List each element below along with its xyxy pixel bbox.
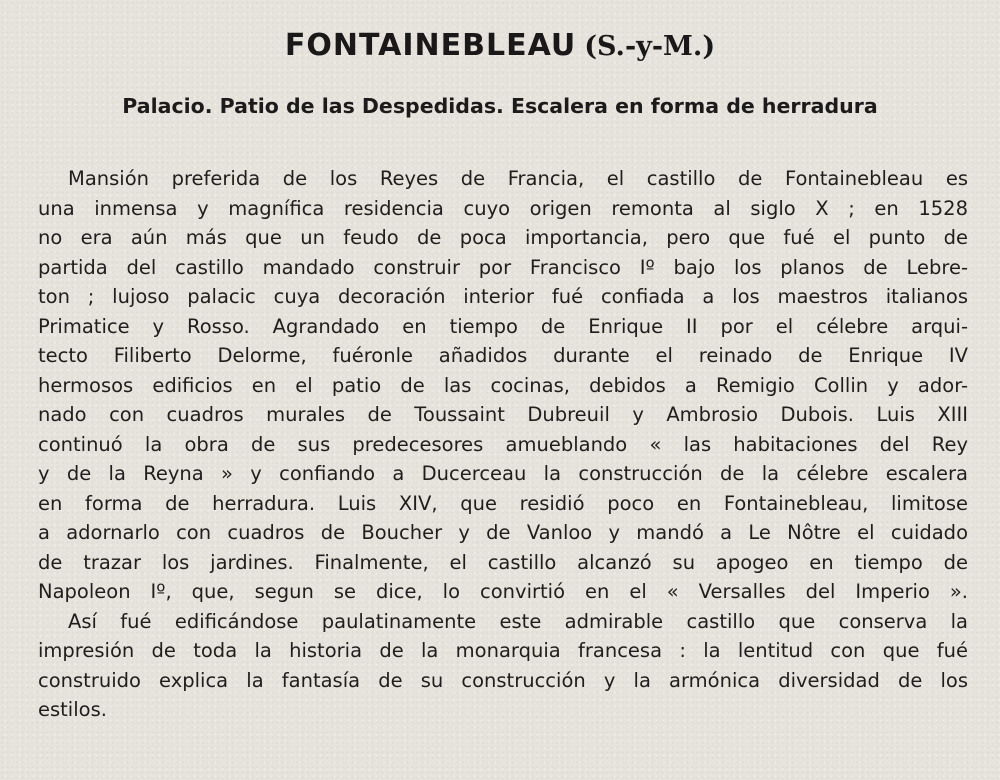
text-line: impresión de toda la historia de la monarquia francesa : la lentitud con que fué [38,639,968,662]
paragraph-2 [38,607,968,725]
title-department: (S.-y-M.) [584,31,716,62]
text-line: tecto Filiberto Delorme, fuéronle añadidos durante el reinado de Enrique IV [38,344,968,367]
text-line: y de la Reyna » y confiando a Ducerceau la construcción de la célebre escalera [38,462,968,485]
title-main: FONTAINEBLEAU [284,28,577,63]
text-line: a adornarlo con cuadros de Boucher y de Vanloo y mandó a Le Nôtre el cuidado [38,521,968,544]
paragraph-1 [38,164,968,607]
text-line: en forma de herradura. Luis XIV, que residió poco en Fontainebleau, limitose [38,491,968,515]
text-line: hermosos edificios en el patio de las cocinas, debidos a Remigio Collin y ador- [38,373,968,397]
text-line: Así fué edificándose paulatinamente este admirable castillo que conserva la [68,609,968,633]
text-line: una inmensa y magnífica residencia cuyo origen remonta al siglo X ; en 1528 [38,196,968,220]
text-line: de trazar los jardines. Finalmente, el castillo alcanzó su apogeo en tiempo de [38,550,968,574]
text-line: ton ; lujoso palacic cuya decoración interior fué confiada a los maestros italianos [38,285,968,308]
text-line: construido explica la fantasía de su construcción y la armónica diversidad de los [38,668,968,692]
text-line: no era aún más que un feudo de poca importancia, pero que fué el punto de [38,226,968,249]
text-line: Primatice y Rosso. Agrandado en tiempo de Enrique II por el célebre arqui- [38,314,968,338]
page-title [0,26,1000,67]
text-line: Napoleon Iº, que, segun se dice, lo convirtió en el « Versalles del Imperio ». [38,580,968,603]
text-line: estilos. [38,698,107,721]
text-line: Mansión preferida de los Reyes de Francia, el castillo de Fontainebleau es [68,167,968,190]
text-line: continuó la obra de sus predecesores amueblando « las habitaciones del Rey [38,432,968,456]
body-text [38,164,968,725]
text-line: nado con cuadros murales de Toussaint Dubreuil y Ambrosio Dubois. Luis XIII [38,403,968,426]
page-subtitle: Palacio. Patio de las Despedidas. Escalera en forma de herradura [122,94,878,118]
text-line: partida del castillo mandado construir por Francisco Iº bajo los planos de Lebre- [38,255,968,279]
